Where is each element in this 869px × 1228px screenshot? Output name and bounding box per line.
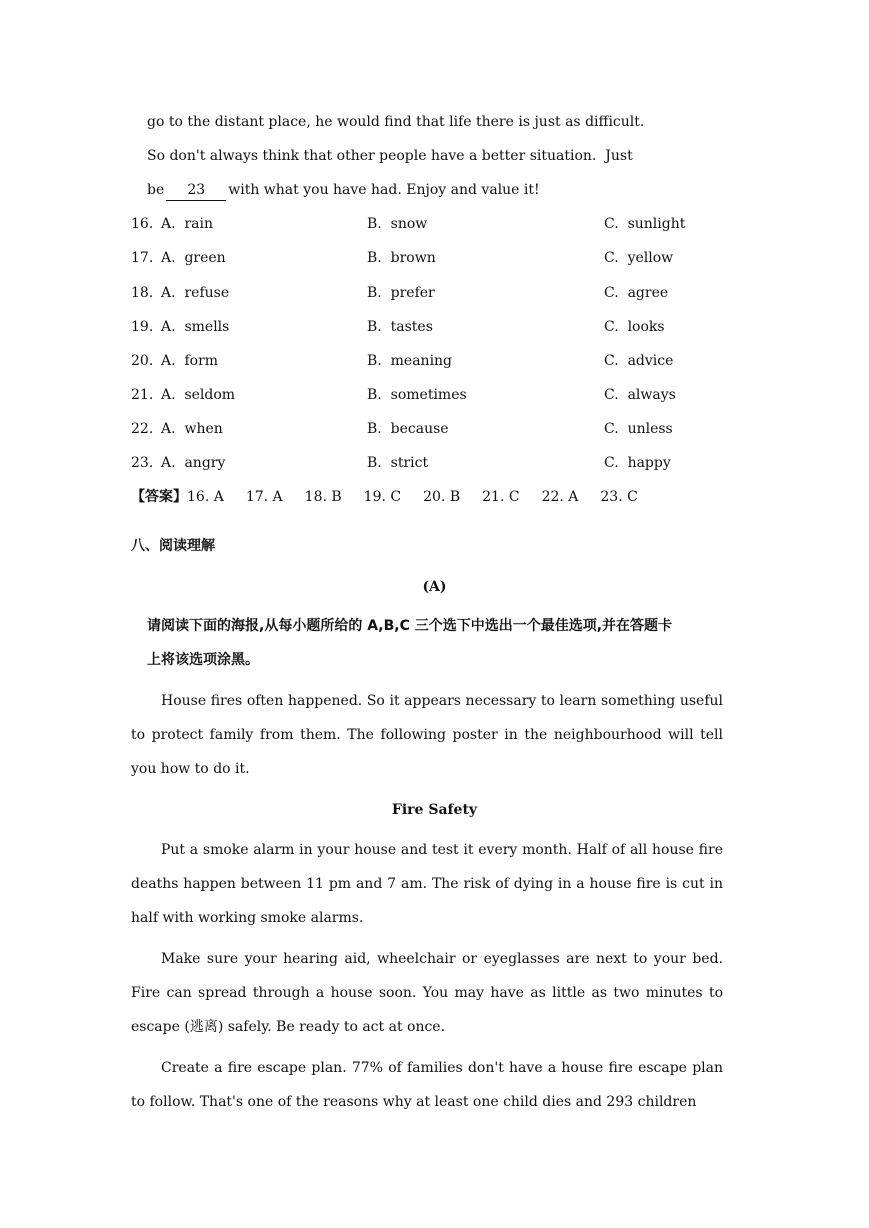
option-c: C. always xyxy=(604,387,676,403)
answer-key-label: 【答案】 xyxy=(131,489,187,505)
poster-paragraph: Put a smoke alarm in your house and test it every month. Half of all house fire deaths happen between 11 pm and 7 am. The risk of dying in a house fire is cut in half with working smoke alarms. xyxy=(131,842,723,926)
instruction-line-1: 请阅读下面的海报,从每小题所给的 A,B,C 三个选下中选出一个最佳选项,并在答题卡 xyxy=(147,618,673,634)
option-a: A. rain xyxy=(161,216,213,232)
section-heading: 八、阅读理解 xyxy=(131,538,215,554)
question-number: 19. xyxy=(131,319,154,335)
option-a: A. refuse xyxy=(161,285,230,301)
blank-line-after: with what you have had. Enjoy and value it! xyxy=(228,182,540,198)
question-number: 22. xyxy=(131,421,154,437)
option-b: B. prefer xyxy=(367,285,435,301)
option-c: C. sunlight xyxy=(604,216,686,232)
option-a: A. seldom xyxy=(161,387,236,403)
blank-line-before: be xyxy=(147,182,165,198)
answer-key-item: 17. A xyxy=(245,489,283,505)
option-c: C. happy xyxy=(604,455,671,471)
answer-key xyxy=(131,487,660,507)
instruction-line-2: 上将该选项涂黑。 xyxy=(147,652,259,668)
answer-key-item: 21. C xyxy=(482,489,520,505)
option-a: A. when xyxy=(161,421,223,437)
option-b: B. snow xyxy=(367,216,428,232)
option-b: B. tastes xyxy=(367,319,433,335)
answer-key-item: 20. B xyxy=(423,489,461,505)
option-c: C. yellow xyxy=(604,250,674,266)
part-label: (A) xyxy=(422,579,447,595)
option-a: A. smells xyxy=(161,319,230,335)
intro-paragraph: House fires often happened. So it appears necessary to learn something useful to protect family from them. The following poster in the neighbourhood will tell you how to do it. xyxy=(131,693,723,777)
option-c: C. agree xyxy=(604,285,669,301)
option-c: C. advice xyxy=(604,353,674,369)
question-number: 16. xyxy=(131,216,154,232)
passage-line-3 xyxy=(147,180,540,201)
poster-title: Fire Safety xyxy=(391,802,478,818)
option-a: A. form xyxy=(161,353,219,369)
question-number: 23. xyxy=(131,455,154,471)
question-number: 17. xyxy=(131,250,154,266)
question-number: 20. xyxy=(131,353,154,369)
answer-key-item: 23. C xyxy=(600,489,638,505)
answer-key-item: 22. A xyxy=(541,489,579,505)
option-b: B. meaning xyxy=(367,353,453,369)
answer-blank: 23 xyxy=(166,180,226,201)
option-b: B. strict xyxy=(367,455,429,471)
passage-line-2: So don't always think that other people have a better situation. Just xyxy=(147,148,633,164)
option-b: B. sometimes xyxy=(367,387,467,403)
passage-line-1: go to the distant place, he would find that life there is just as difficult. xyxy=(147,114,645,130)
poster-paragraph: Make sure your hearing aid, wheelchair or eyeglasses are next to your bed. Fire can spread through a house soon. You may have as little as two minutes to escape (逃离) safely. Be ready to act at once. xyxy=(131,951,723,1035)
option-b: B. because xyxy=(367,421,449,437)
option-a: A. angry xyxy=(161,455,226,471)
answer-key-item: 19. C xyxy=(363,489,402,505)
question-number: 18. xyxy=(131,285,154,301)
option-a: A. green xyxy=(161,250,226,266)
question-number: 21. xyxy=(131,387,154,403)
option-c: C. unless xyxy=(604,421,673,437)
answer-key-item: 18. B xyxy=(304,489,342,505)
option-b: B. brown xyxy=(367,250,436,266)
poster-paragraph: Create a fire escape plan. 77% of families don't have a house fire escape plan to follow. That's one of the reasons why at least one child dies and 293 children xyxy=(131,1060,723,1110)
option-c: C. looks xyxy=(604,319,665,335)
answer-key-item: 16. A xyxy=(187,489,224,505)
